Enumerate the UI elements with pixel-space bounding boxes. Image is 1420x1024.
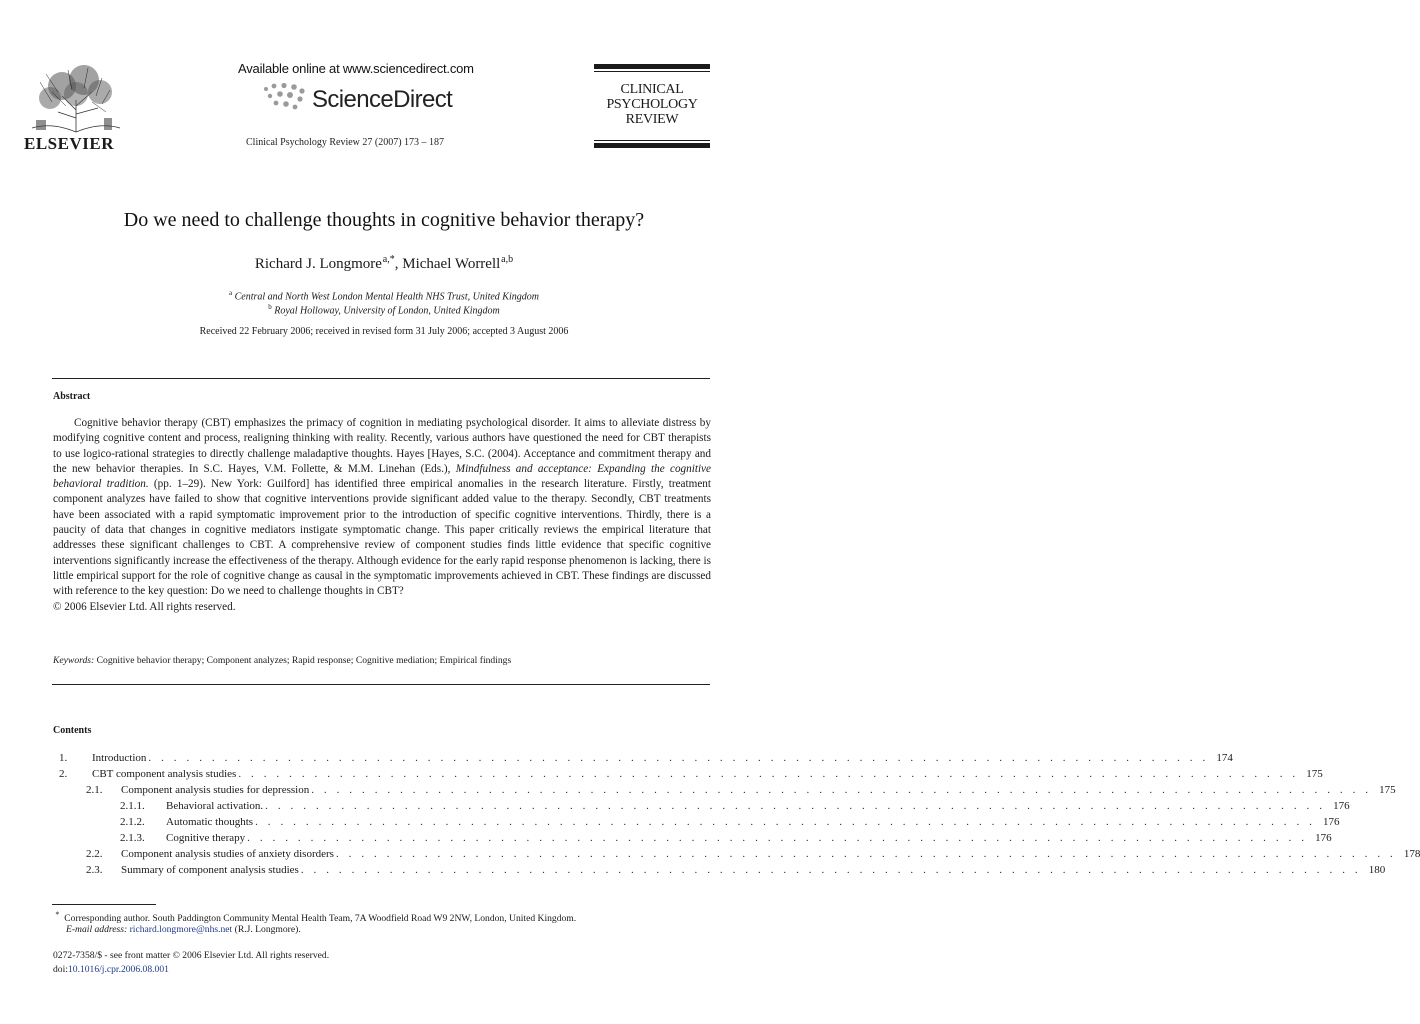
publisher-name: ELSEVIER	[24, 134, 114, 153]
author-affiliation-mark[interactable]: a,b	[501, 254, 514, 265]
contents-heading: Contents	[53, 725, 92, 736]
affiliation-b	[0, 303, 768, 316]
corresponding-author-text: Corresponding author. South Paddington Community Mental Health Team, 7A Woodfield Road W9 2NW, London, United Kingdom.	[64, 913, 577, 925]
author-name: Richard J. Longmore	[254, 256, 382, 272]
toc-number: 2.1.	[86, 784, 103, 796]
toc-page: 176	[1333, 800, 1350, 812]
abstract-heading: Abstract	[53, 391, 91, 402]
abstract-body	[53, 416, 711, 615]
abstract-text: (pp. 1–29). New York: Guilford] has identified three empirical anomalies in the research literature. Firstly, treatment component analyzes have failed to show that cognitive interventions provide significant added value to the therapy. Secondly, CBT treatments have been associated with a rapid symptomatic improvement prior to the introduction of specific cognitive interventions. Thirdly, there is a paucity of data that changes in cognitive mediators instigate symptomatic change. This paper critically reviews the empirical literature that addresses these significant challenges to CBT. A comprehensive review of component studies finds little evidence that specific cognitive interventions significantly increase the effectiveness of the therapy. Although evidence for the early rapid response phenomenon is lacking, there is little empirical support for the role of cognitive change as causal in the symptomatic improvements achieved in CBT. These findings are discussed with reference to the key question: Do we need to challenge thoughts in CBT?	[53, 478, 712, 598]
toc-number: 1.	[59, 752, 68, 764]
toc-page: 175	[1379, 784, 1396, 796]
issn-line: 0272-7358/$ - see front matter © 2006 Elsevier Ltd. All rights reserved.	[53, 950, 330, 961]
toc-leader: . . . . . . . . . . . . . . . . . . . . . . . . . . . . . . . . . . . . . . . . . . . . . . . . . . . . . . . . . . . . . . . . . . . . . . . . . . . . . . . . . . . .	[300, 864, 1362, 876]
author-list	[0, 254, 768, 273]
keywords-text: Cognitive behavior therapy; Component analyzes; Rapid response; Cognitive mediation; Empirical findings	[94, 655, 512, 666]
toc-page: 178	[1403, 848, 1420, 860]
journal-logo-rule	[594, 140, 710, 141]
toc-page: 176	[1323, 816, 1340, 828]
journal-logo-line: REVIEW	[625, 112, 679, 127]
toc-number: 2.3.	[86, 864, 103, 876]
journal-logo-rule	[594, 143, 710, 148]
toc-label: Component analysis studies for depression	[121, 784, 310, 796]
toc-label: Component analysis studies of anxiety disorders	[121, 848, 334, 860]
journal-logo-line: PSYCHOLOGY	[606, 97, 698, 112]
toc-page: 174	[1216, 752, 1233, 764]
corresponding-author-footnote	[53, 910, 713, 924]
toc-number: 2.1.2.	[120, 816, 145, 828]
toc-leader: . . . . . . . . . . . . . . . . . . . . . . . . . . . . . . . . . . . . . . . . . . . . . . . . . . . . . . . . . . . . . . . . . . . . . . . . . . . . . . . . . . . .	[335, 848, 1397, 860]
toc-number: 2.1.1.	[120, 800, 145, 812]
affiliation-mark: b	[268, 303, 272, 311]
toc-entry[interactable]	[53, 832, 1332, 847]
abstract-text: Cognitive behavior therapy (CBT) emphasizes the primacy of cognition in mediating psychological disorder. It aims to alleviate distress by modifying cognitive content and process, realigning thinking with reality. Recently, various authors have questioned the need for CBT therapists to use logico-rational strategies to directly challenge maladaptive thoughts. Hayes [Hayes, S.C. (2004). Acceptance and commitment therapy and the new behavior therapies. In S.C. Hayes, V.M. Follette, & M.M. Linehan (Eds.),	[53, 417, 711, 475]
sciencedirect-dots-icon	[262, 83, 308, 111]
author-affiliation-mark[interactable]: a,*	[382, 254, 395, 265]
abstract-cited-title: Mindfulness and acceptance: Expanding the cognitive behavioral tradition.	[53, 462, 711, 491]
toc-label: Behavioral activation.	[166, 800, 264, 812]
footnote-divider	[52, 904, 156, 905]
toc-label: Cognitive therapy	[166, 832, 246, 844]
toc-label: Introduction	[92, 752, 147, 764]
toc-entry[interactable]	[53, 864, 1386, 879]
toc-label: Automatic thoughts	[166, 816, 254, 828]
toc-label: CBT component analysis studies	[92, 768, 237, 780]
journal-logo-line: CLINICAL	[620, 82, 684, 97]
toc-entry[interactable]	[53, 848, 1420, 863]
affiliation-mark: a	[229, 289, 233, 297]
affiliation-text: Royal Holloway, University of London, United Kingdom	[274, 305, 500, 317]
toc-page: 176	[1315, 832, 1332, 844]
available-online-text[interactable]: Available online at www.sciencedirect.com	[238, 61, 474, 76]
doi-line	[53, 964, 169, 975]
journal-citation: Clinical Psychology Review 27 (2007) 173 – 187	[246, 137, 445, 148]
email-link[interactable]: richard.longmore@nhs.net	[129, 924, 233, 935]
toc-leader: . . . . . . . . . . . . . . . . . . . . . . . . . . . . . . . . . . . . . . . . . . . . . . . . . . . . . . . . . . . . . . . . . . . . . . . . . . . . . . . . . . . .	[238, 768, 1299, 780]
affiliation-text: Central and North West London Mental Health NHS Trust, United Kingdom	[234, 291, 539, 303]
toc-label: Summary of component analysis studies	[121, 864, 299, 876]
author-name: Michael Worrell	[402, 256, 501, 272]
toc-leader: . . . . . . . . . . . . . . . . . . . . . . . . . . . . . . . . . . . . . . . . . . . . . . . . . . . . . . . . . . . . . . . . . . . . . . . . . . . . . . . . . . . .	[265, 800, 1326, 812]
toc-number: 2.1.3.	[120, 832, 145, 844]
sciencedirect-logo: ScienceDirect	[312, 86, 453, 113]
journal-logo	[594, 64, 710, 148]
keywords	[53, 655, 711, 666]
received-dates: Received 22 February 2006; received in revised form 31 July 2006; accepted 3 August 2006	[199, 326, 569, 337]
toc-number: 2.2.	[86, 848, 103, 860]
toc-leader: . . . . . . . . . . . . . . . . . . . . . . . . . . . . . . . . . . . . . . . . . . . . . . . . . . . . . . . . . . . . . . . . . . . . . . . . . . . . . . . . . . . .	[255, 816, 1316, 828]
email-label: E-mail address:	[66, 924, 128, 935]
email-suffix: (R.J. Longmore).	[232, 924, 301, 935]
email-footnote	[66, 924, 706, 935]
abstract-copyright: © 2006 Elsevier Ltd. All rights reserved.	[53, 600, 236, 613]
toc-leader: . . . . . . . . . . . . . . . . . . . . . . . . . . . . . . . . . . . . . . . . . . . . . . . . . . . . . . . . . . . . . . . . . . . . . . . . . . . . . . . . . . . .	[311, 784, 1372, 796]
toc-entry[interactable]	[53, 784, 1396, 799]
journal-logo-rule	[594, 71, 710, 72]
abstract-paragraph	[53, 416, 711, 600]
keywords-label: Keywords:	[53, 655, 95, 666]
toc-leader: . . . . . . . . . . . . . . . . . . . . . . . . . . . . . . . . . . . . . . . . . . . . . . . . . . . . . . . . . . . . . . . . . . . . . . . . . . . . . . . . . . . .	[148, 752, 1209, 764]
journal-logo-rule	[594, 64, 710, 69]
author-separator: ,	[394, 256, 403, 272]
toc-number: 2.	[59, 768, 68, 780]
toc-leader: . . . . . . . . . . . . . . . . . . . . . . . . . . . . . . . . . . . . . . . . . . . . . . . . . . . . . . . . . . . . . . . . . . . . . . . . . . . . . . . . . . . .	[247, 832, 1308, 844]
toc-page: 175	[1306, 768, 1323, 780]
doi-link[interactable]: 10.1016/j.cpr.2006.08.001	[67, 964, 169, 975]
toc-entry[interactable]	[53, 768, 1323, 783]
doi-prefix: doi:	[53, 964, 68, 975]
footnote-mark: *	[55, 910, 60, 919]
journal-logo-text	[594, 82, 710, 127]
toc-entry[interactable]	[53, 816, 1340, 831]
divider	[52, 684, 710, 685]
toc-entry[interactable]	[53, 800, 1350, 815]
toc-entry[interactable]	[53, 752, 1233, 767]
affiliation-a	[0, 289, 768, 302]
toc-page: 180	[1368, 864, 1386, 876]
article-title: Do we need to challenge thoughts in cognitive behavior therapy?	[123, 209, 645, 231]
divider	[52, 378, 710, 379]
